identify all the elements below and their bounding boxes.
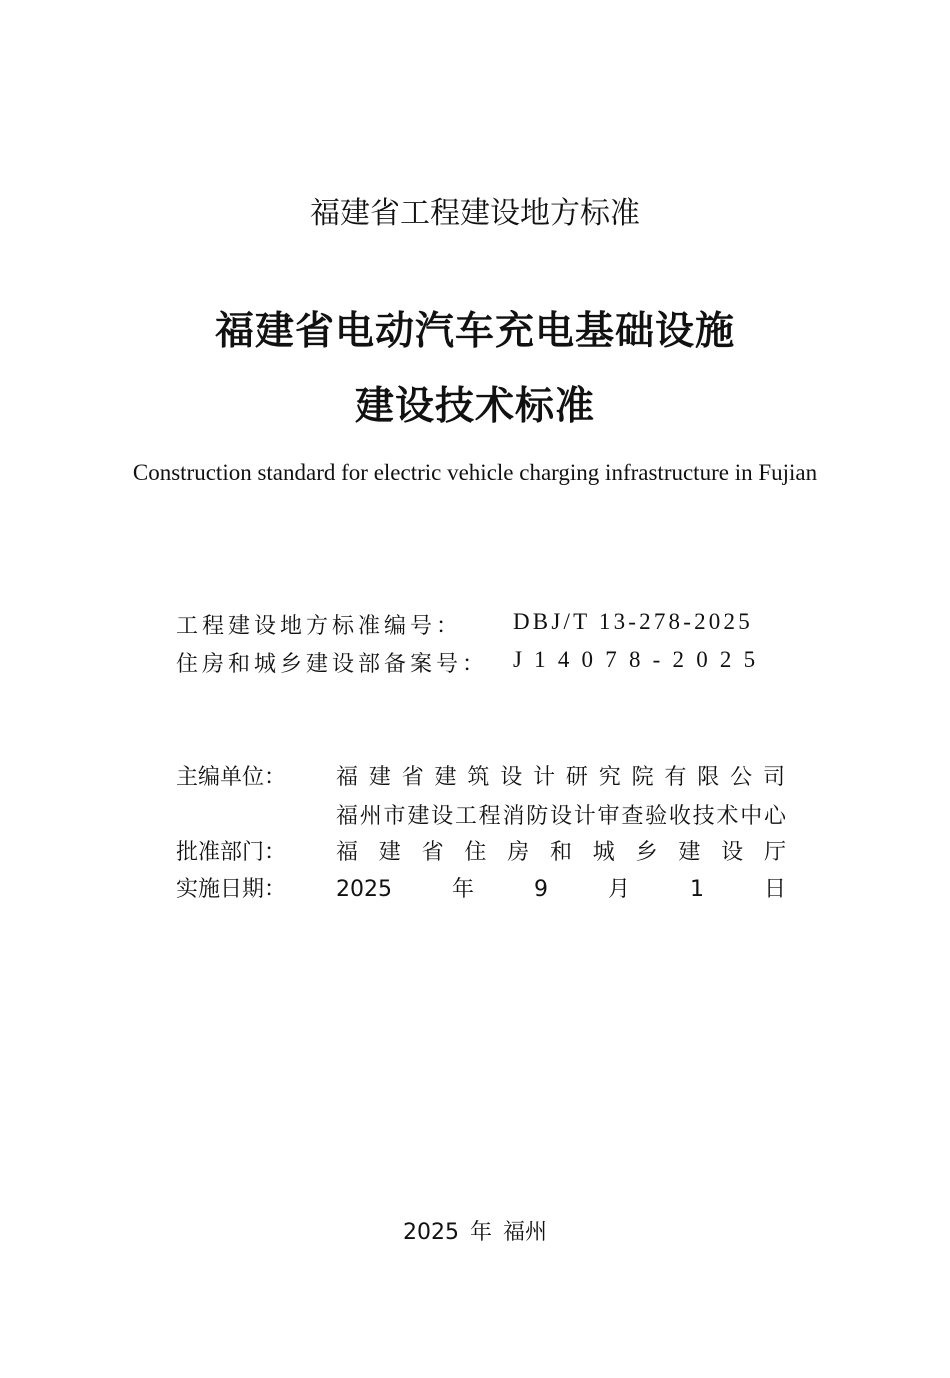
document-title-line-2: 建设技术标准 — [354, 384, 595, 429]
record-number-value: J14078-2025 — [513, 647, 768, 672]
effective-date-value: 2025年9月1日 — [336, 877, 786, 902]
editor-row-2 — [176, 799, 796, 831]
record-number-row — [176, 647, 786, 677]
standard-number-label: 工程建设地方标准编号： — [176, 614, 463, 639]
approver-row — [176, 835, 796, 867]
document-title-line-1: 福建省电动汽车充电基础设施 — [214, 309, 735, 354]
editor-label: 主编单位： — [176, 765, 287, 790]
standard-number-row — [176, 609, 786, 639]
editor-row — [176, 760, 796, 792]
standard-series-title: 福建省工程建设地方标准 — [310, 196, 640, 231]
effective-date-label: 实施日期： — [176, 877, 287, 902]
editor-org-2: 福州市建设工程消防设计审查验收技术中心 — [336, 804, 786, 829]
record-number-label: 住房和城乡建设部备案号： — [176, 652, 489, 677]
editor-org-1: 福建省建筑设计研究院有限公司 — [336, 765, 786, 790]
approver-value: 福建省住房和城乡建设厅 — [336, 840, 786, 865]
standard-number-value: DBJ/T 13-278-2025 — [513, 609, 753, 634]
publication-year-place: 2025 年 福州 — [403, 1220, 547, 1245]
effective-date-row — [176, 872, 796, 904]
approver-label: 批准部门： — [176, 840, 287, 865]
english-title: Construction standard for electric vehicle charging infrastructure in Fujian — [132, 460, 818, 485]
